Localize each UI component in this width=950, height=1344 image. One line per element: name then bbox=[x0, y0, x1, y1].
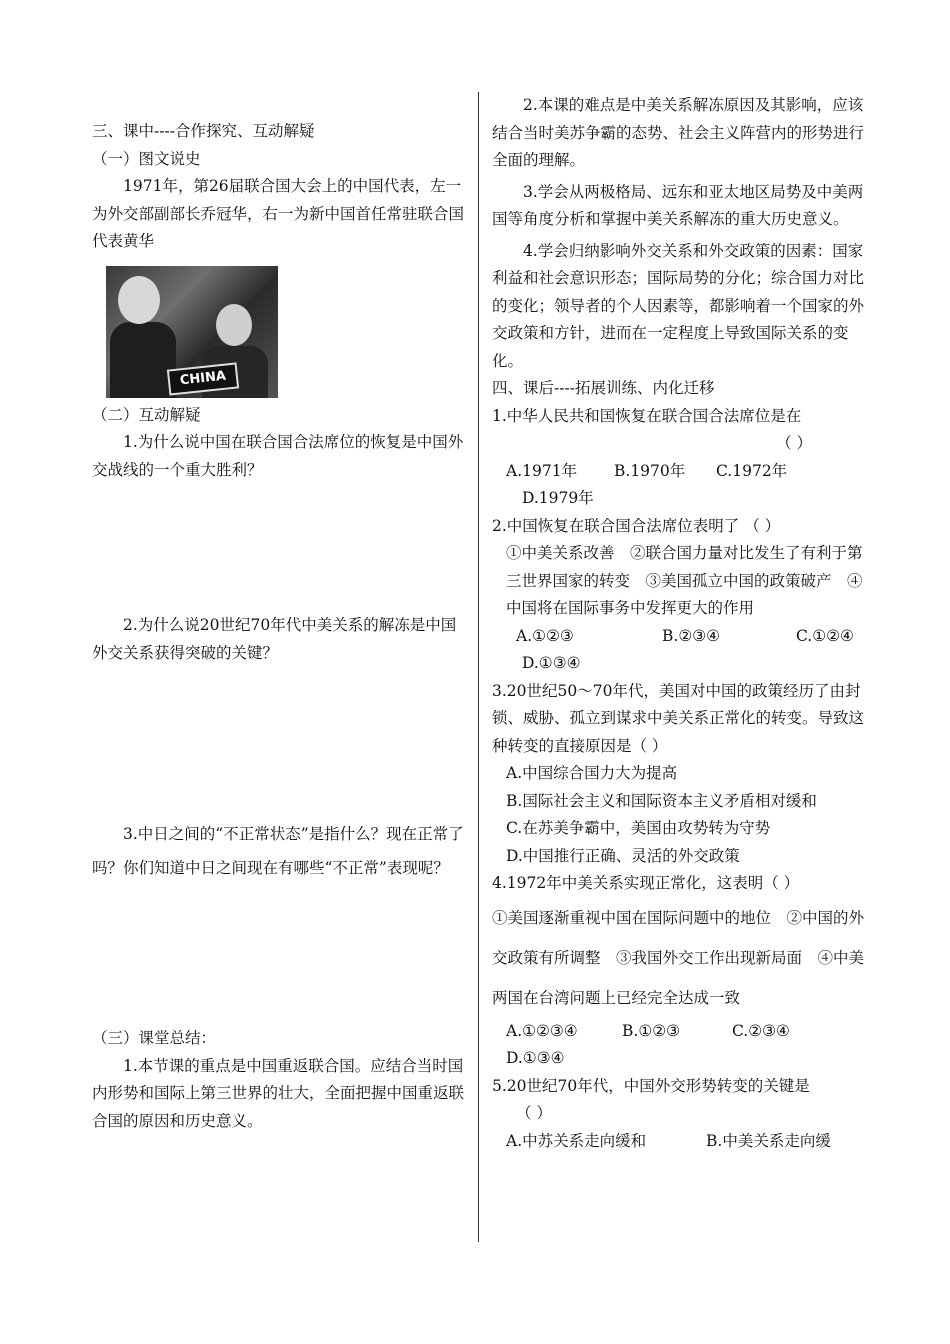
option-d: D.①③④ bbox=[506, 1049, 565, 1067]
exercise-1-paren: （ ） bbox=[776, 434, 812, 452]
exercise-4-body: ①美国逐渐重视中国在国际问题中的地位 ②中国的外交政策有所调整 ③我国外交工作出现新局面 ④中美两国在台湾问题上已经完全达成一致 bbox=[492, 908, 865, 1007]
option-b: B.②③④ bbox=[662, 626, 721, 645]
summary-1: 1.本节课的重点是中国重返联合国。应结合当时国内形势和国际上第三世界的壮大，全面把握中国重返联合国的原因和历史意义。 bbox=[92, 1056, 465, 1130]
option-a: A.①②③ bbox=[516, 626, 574, 645]
exercise-2-options bbox=[492, 623, 872, 651]
exercise-1-stem: 1.中华人民共和国恢复在联合国合法席位是在 bbox=[492, 406, 802, 425]
sub1-title: （一）图文说史 bbox=[92, 149, 201, 168]
exercise-4-options bbox=[492, 1018, 872, 1046]
option-c: C.①②④ bbox=[796, 626, 854, 645]
exercise-5-stem: 5.20世纪70年代，中国外交形势转变的关键是 bbox=[492, 1076, 810, 1095]
exercise-3-stem: 3.20世纪50～70年代，美国对中国的政策经历了由封锁、威胁、孤立到谋求中美关系正常化的转变。导致这种转变的直接原因是（ ） bbox=[492, 681, 865, 755]
option-a: A.中国综合国力大为提高 bbox=[506, 764, 678, 782]
option-c: C.②③④ bbox=[732, 1021, 790, 1040]
right-column bbox=[492, 92, 872, 1155]
option-b: B.国际社会主义和国际资本主义矛盾相对缓和 bbox=[506, 791, 817, 810]
photo-figure-left bbox=[110, 322, 176, 398]
exercise-1-options bbox=[492, 458, 872, 486]
option-a: A.中苏关系走向缓和 bbox=[506, 1131, 647, 1150]
option-b: B.①②③ bbox=[622, 1021, 681, 1040]
un-delegation-photo bbox=[106, 266, 278, 398]
section4-title: 四、课后----拓展训练、内化迁移 bbox=[492, 379, 715, 397]
exercise-2-body: ①中美关系改善 ②联合国力量对比发生了有利于第三世界国家的转变 ③美国孤立中国的政策破产 ④中国将在国际事务中发挥更大的作用 bbox=[506, 544, 863, 617]
option-d: D.①③④ bbox=[522, 654, 581, 672]
photo-face-right bbox=[216, 304, 252, 346]
question-1: 1.为什么说中国在联合国合法席位的恢复是中国外交战线的一个重大胜利？ bbox=[92, 433, 464, 479]
option-c: C.在苏美争霸中，美国由攻势转为守势 bbox=[506, 819, 771, 837]
option-b: B.中美关系走向缓 bbox=[706, 1131, 831, 1150]
summary-2: 2.本课的难点是中美关系解冻原因及其影响，应该结合当时美苏争霸的态势、社会主义阵营内的形势进行全面的理解。 bbox=[492, 96, 865, 169]
section3-title: 三、课中----合作探究、互动解疑 bbox=[92, 122, 315, 140]
exercise-5-options bbox=[492, 1128, 872, 1156]
photo-face-left bbox=[118, 276, 160, 324]
summary-4: 4.学会归纳影响外交关系和外交政策的因素：国家利益和社会意识形态；国际局势的分化；综合国力对比的变化；领导者的个人因素等，都影响着一个国家的外交政策和方针，进而在一定程度上导致国际关系的变化。 bbox=[492, 241, 865, 370]
option-d: D.1979年 bbox=[522, 489, 594, 507]
option-c: C.1972年 bbox=[716, 461, 788, 480]
question-2: 2.为什么说20世纪70年代中美关系的解冻是中国外交关系获得突破的关键？ bbox=[92, 616, 457, 662]
option-a: A.1971年 bbox=[506, 461, 578, 480]
china-nameplate: CHINA bbox=[167, 362, 239, 395]
option-d: D.中国推行正确、灵活的外交政策 bbox=[506, 846, 740, 865]
summary-3: 3.学会从两极格局、远东和亚太地区局势及中美两国等角度分析和掌握中美关系解冻的重大历史意义。 bbox=[492, 182, 864, 228]
exercise-4-stem: 4.1972年中美关系实现正常化，这表明（ ） bbox=[492, 874, 800, 892]
sub2-title: （二）互动解疑 bbox=[92, 405, 201, 424]
exercise-5-paren: （ ） bbox=[516, 1104, 552, 1122]
exercise-2-stem: 2.中国恢复在联合国合法席位表明了 （ ） bbox=[492, 516, 781, 535]
left-column bbox=[92, 92, 464, 1135]
option-a: A.①②③④ bbox=[506, 1021, 578, 1040]
column-divider bbox=[478, 92, 479, 1242]
sub1-text: 1971年，第26届联合国大会上的中国代表，左一为外交部副部长乔冠华，右一为新中国首任常驻联合国代表黄华 bbox=[92, 177, 465, 250]
question-3: 3.中日之间的“不正常状态”是指什么？现在正常了吗？你们知道中日之间现在有哪些“不正常”表现呢？ bbox=[92, 825, 464, 877]
option-b: B.1970年 bbox=[614, 461, 686, 480]
sub3-title: （三）课堂总结： bbox=[92, 1029, 217, 1047]
